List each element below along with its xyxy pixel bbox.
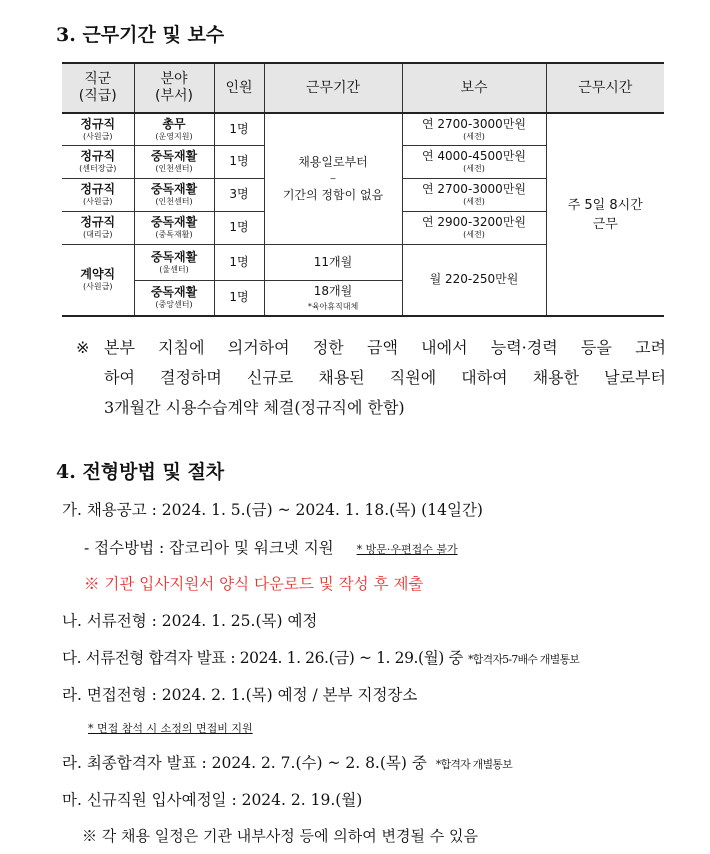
- contract-pay-cell: 월 220-250만원: [402, 244, 546, 316]
- count-cell: 1명: [214, 280, 264, 316]
- pay-cell: 연 2700-3000만원 (세전): [402, 178, 546, 211]
- field-cell: 총무 (운영지원): [134, 113, 214, 145]
- final-result-note: *합격자 개별통보: [435, 758, 512, 771]
- interview: 라. 면접전형 : 2024. 2. 1.(목) 예정 / 본부 지정장소: [62, 686, 418, 704]
- job-cell: 정규직 (대리급): [62, 211, 134, 244]
- field-cell: 중독재활 (중독재활): [134, 211, 214, 244]
- period-cell: 11개월: [264, 244, 402, 280]
- interview-note: * 면접 참석 시 소정의 면접비 지원: [88, 722, 253, 735]
- count-cell: 3명: [214, 178, 264, 211]
- field-cell: 중독재활 (울센터): [134, 244, 214, 280]
- field-cell: 중독재활 (인천센터): [134, 178, 214, 211]
- count-cell: 1명: [214, 145, 264, 178]
- note-line: 3개월간 시용수습계약 체결(정규직에 한함): [104, 398, 405, 417]
- apply-method-note: * 방문·우편접수 불가: [356, 543, 458, 556]
- count-cell: 1명: [214, 244, 264, 280]
- pay-cell: 연 2900-3200만원 (세전): [402, 211, 546, 244]
- salary-note: [76, 333, 666, 423]
- pay-cell: 연 4000-4500만원 (세전): [402, 145, 546, 178]
- note-line: 하여 결정하며 신규로 채용된 직원에 대하여 채용한 날로부터: [104, 368, 666, 387]
- field-cell: 중독재활 (인천센터): [134, 145, 214, 178]
- header-count: 인원: [214, 63, 264, 113]
- hours-cell: 주 5일 8시간 근무: [546, 113, 664, 316]
- job-cell: 정규직 (사원급): [62, 178, 134, 211]
- count-cell: 1명: [214, 211, 264, 244]
- header-pay: 보수: [402, 63, 546, 113]
- section3-title: 3. 근무기간 및 보수: [56, 24, 225, 46]
- period-cell: 18개월 *육아휴직대체: [264, 280, 402, 316]
- recruit-notice: 가. 채용공고 : 2024. 1. 5.(금) ~ 2024. 1. 18.(목) (14일간): [62, 501, 483, 519]
- header-field: 분야 (부서): [134, 63, 214, 113]
- pay-cell: 연 2700-3000만원 (세전): [402, 113, 546, 145]
- count-cell: 1명: [214, 113, 264, 145]
- document-result-note: *합격자5-7배수 개별통보: [467, 653, 580, 666]
- section4-title: 4. 전형방법 및 절차: [56, 461, 225, 483]
- table-header-row: [62, 63, 664, 113]
- header-hours: 근무시간: [546, 63, 664, 113]
- header-period: 근무기간: [264, 63, 402, 113]
- pay-table: [62, 62, 664, 317]
- header-job: 직군 (직급): [62, 63, 134, 113]
- table-row: [62, 113, 664, 145]
- apply-method: - 접수방법 : 잡코리아 및 워크넷 지원 * 방문·우편접수 불가: [84, 539, 458, 557]
- job-cell: 정규직 (사원급): [62, 113, 134, 145]
- document-result: 다. 서류전형 합격자 발표 : 2024. 1. 26.(금) ~ 1. 29.(월) 중 *합격자5-7배수 개별통보: [62, 649, 580, 667]
- document-screening: 나. 서류전형 : 2024. 1. 25.(목) 예정: [62, 612, 318, 630]
- final-result: 라. 최종합격자 발표 : 2024. 2. 7.(수) ~ 2. 8.(목) 중 *합격자 개별통보: [62, 754, 512, 772]
- note-line: 본부 지침에 의거하여 정한 금액 내에서 능력·경력 등을 고려: [104, 338, 666, 357]
- schedule-change-note: ※ 각 채용 일정은 기관 내부사정 등에 의하여 변경될 수 있음: [82, 827, 478, 845]
- contract-job-cell: 계약직 (사원급): [62, 244, 134, 316]
- job-cell: 정규직 (센터장급): [62, 145, 134, 178]
- note-mark: ※: [76, 338, 90, 357]
- application-form-note: ※ 기관 입사지원서 양식 다운로드 및 작성 후 제출: [84, 575, 424, 593]
- field-cell: 중독재활 (중앙센터): [134, 280, 214, 316]
- start-date: 마. 신규직원 입사예정일 : 2024. 2. 19.(월): [62, 791, 363, 809]
- regular-period-cell: 채용일로부터 ~ 기간의 정함이 없음: [264, 113, 402, 244]
